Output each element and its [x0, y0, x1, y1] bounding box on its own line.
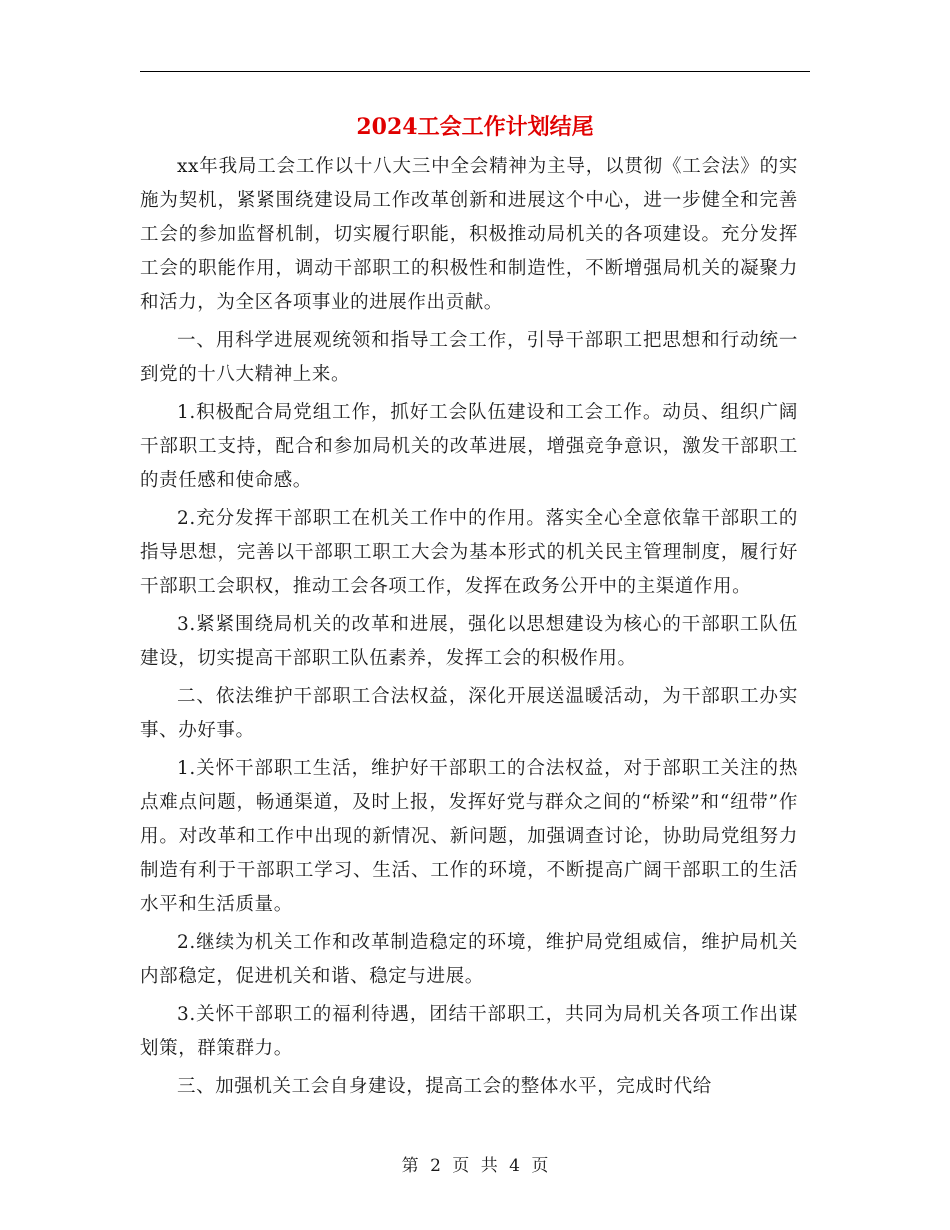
body-paragraph: 3.关怀干部职工的福利待遇，团结干部职工，共同为局机关各项工作出谋划策，群策群力。 — [140, 1004, 798, 1059]
body-paragraph: 1.积极配合局党组工作，抓好工会队伍建设和工会工作。动员、组织广阔干部职工支持，配合和参加局机关的改革进展，增强竞争意识，激发干部职工的责任感和使命感。 — [140, 402, 798, 491]
header-rule — [140, 71, 810, 72]
body-paragraph: 2.继续为机关工作和改革制造稳定的环境，维护局党组威信，维护局机关内部稳定，促进机关和谐、稳定与进展。 — [140, 932, 798, 987]
body-paragraph: xx年我局工会工作以十八大三中全会精神为主导，以贯彻《工会法》的实施为契机，紧紧围绕建设局工作改革创新和进展这个中心，进一步健全和完善工会的参加监督机制，切实履行职能，积极推动局机关的各项建设。充分发挥工会的职能作用，调动干部职工的积极性和制造性，不断增强局机关的凝聚力和活力，为全区各项事业的进展作出贡献。 — [140, 156, 798, 313]
document-title: 2024工会工作计划结尾 — [356, 114, 594, 140]
body-paragraph: 二、依法维护干部职工合法权益，深化开展送温暖活动，为干部职工办实事、办好事。 — [140, 686, 798, 741]
body-paragraph: 2.充分发挥干部职工在机关工作中的作用。落实全心全意依靠干部职工的指导思想，完善以干部职工职工大会为基本形式的机关民主管理制度，履行好干部职工会职权，推动工会各项工作，发挥在政务公开中的主渠道作用。 — [140, 508, 798, 597]
page-number: 第 2 页 共 4 页 — [401, 1156, 549, 1176]
body-paragraph: 3.紧紧围绕局机关的改革和进展，强化以思想建设为核心的干部职工队伍建设，切实提高干部职工队伍素养，发挥工会的积极作用。 — [140, 614, 798, 669]
body-paragraph: 三、加强机关工会自身建设，提高工会的整体水平，完成时代给 — [177, 1076, 712, 1097]
body-paragraph: 1.关怀干部职工生活，维护好干部职工的合法权益，对于部职工关注的热点难点问题，畅通渠道，及时上报，发挥好党与群众之间的“桥梁”和“纽带”作用。对改革和工作中出现的新情况、新问题，加强调查讨论，协助局党组努力制造有利于干部职工学习、生活、工作的环境，不断提高广阔干部职工的生活水平和生活质量。 — [140, 758, 798, 915]
body-paragraph: 一、用科学进展观统领和指导工会工作，引导干部职工把思想和行动统一到党的十八大精神上来。 — [140, 330, 798, 385]
document-body — [140, 150, 798, 1108]
